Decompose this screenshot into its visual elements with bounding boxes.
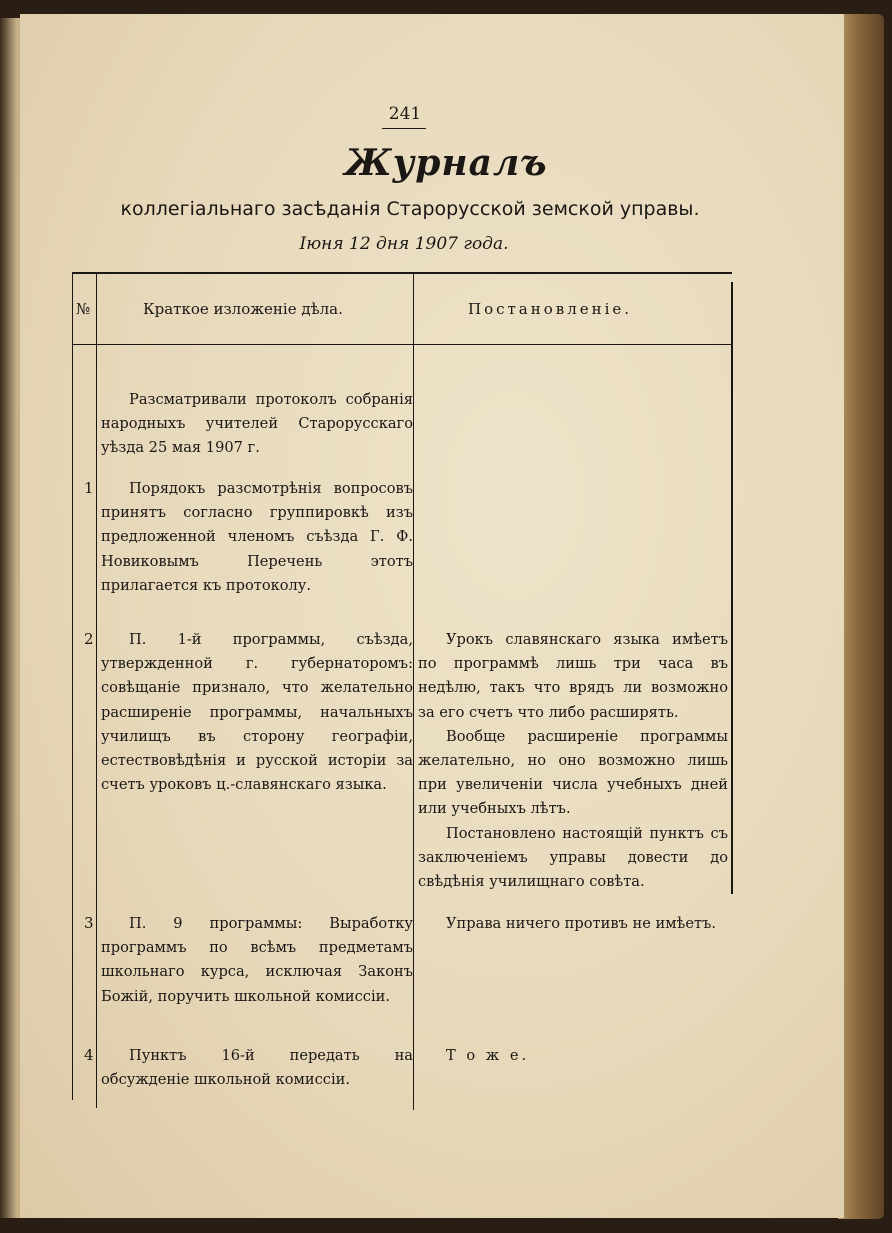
page-number: 241 bbox=[388, 104, 422, 124]
table-right-border bbox=[731, 282, 733, 894]
row-number: 4 bbox=[84, 1046, 94, 1064]
document-page bbox=[20, 14, 844, 1218]
row-number: 2 bbox=[84, 630, 94, 648]
row-number: 1 bbox=[84, 479, 94, 497]
row-summary: П. 9 программы: Выработку программъ по всѣмъ предметамъ школьнаго курса, исключая Законъ Божій, поручить школьной комиссіи. bbox=[101, 915, 413, 1005]
table-header-rule bbox=[72, 344, 732, 345]
row-number: 3 bbox=[84, 914, 94, 932]
book-edge bbox=[838, 14, 884, 1219]
row-resolution: Т о ж е. bbox=[446, 1047, 530, 1064]
journal-date: Іюня 12 дня 1907 года. bbox=[299, 234, 509, 254]
journal-subtitle: коллегіальнаго засѣданія Старорусской земской управы. bbox=[120, 198, 700, 220]
intro-text: Разсматривали протоколъ собранія народныхъ учителей Старорусскаго уѣзда 25 мая 1907 г. bbox=[101, 391, 413, 457]
row-summary: П. 1-й программы, съѣзда, утвержденной г. губернаторомъ: совѣщаніе признало, что желательно расширеніе программы, начальныхъ училищъ въ сторону географіи, естествовѣдѣнія и русской исторіи за счетъ уроковъ ц.-славянскаго языка. bbox=[101, 631, 413, 794]
table-top-rule bbox=[72, 272, 732, 274]
column-divider-num bbox=[96, 272, 97, 1108]
row-resolution: Управа ничего противъ не имѣетъ. bbox=[446, 915, 716, 932]
row-summary: Порядокъ разсмотрѣнія вопросовъ принятъ согласно группировкѣ изъ предложенной членомъ съѣзда Г. Ф. Новиковымъ Перечень этотъ прилагается къ протоколу. bbox=[101, 480, 413, 594]
table-left-border bbox=[72, 272, 73, 1100]
column-divider-summary bbox=[413, 272, 414, 1110]
journal-title: Журналъ bbox=[344, 142, 548, 184]
header-summary: Краткое изложеніе дѣла. bbox=[143, 300, 343, 318]
row-resolution: Урокъ славянскаго языка имѣетъ по программѣ лишь три часа въ недѣлю, такъ что врядъ ли возможно за его счетъ что либо расширять. Вообще расширеніе программы желательно, но оно возможно лишь при увеличеніи числа учебныхъ дней или учебныхъ лѣтъ. Постановлено настоящій пунктъ съ заключеніемъ управы довести до свѣдѣнія училищнаго совѣта. bbox=[418, 631, 728, 891]
header-num: № bbox=[76, 300, 91, 318]
row-summary: Пунктъ 16-й передать на обсужденіе школьной комиссіи. bbox=[101, 1047, 413, 1089]
page-number-rule bbox=[382, 128, 426, 129]
header-resolution: Постановленіе. bbox=[468, 300, 633, 318]
